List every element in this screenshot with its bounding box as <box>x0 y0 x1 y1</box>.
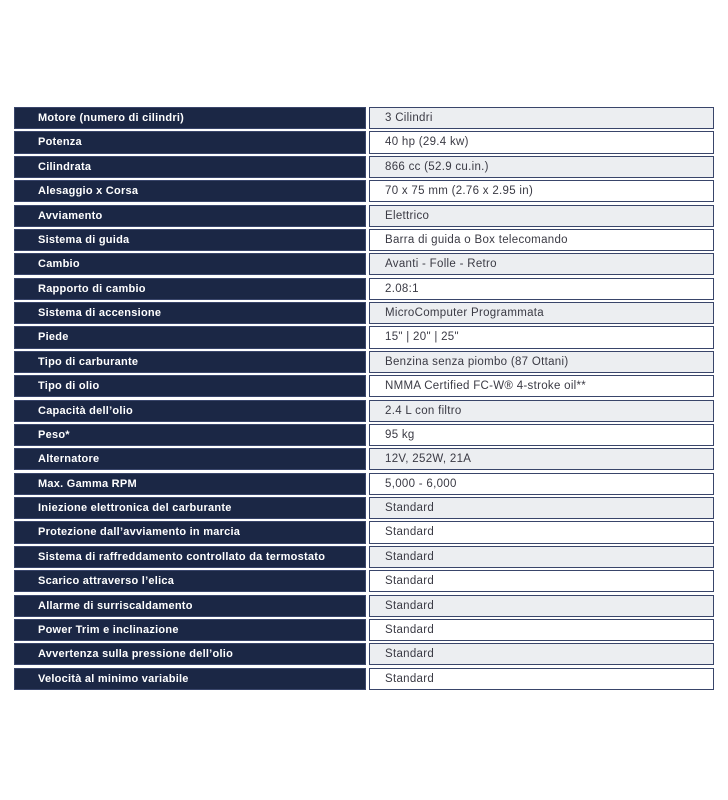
spec-value-cell: Standard <box>369 668 714 690</box>
spec-row <box>14 546 714 568</box>
specifications-table <box>14 107 714 690</box>
spec-value-cell: Elettrico <box>369 205 714 227</box>
spec-label-cell: Max. Gamma RPM <box>14 473 366 495</box>
spec-label-cell: Allarme di surriscaldamento <box>14 595 366 617</box>
spec-label-cell: Velocità al minimo variabile <box>14 668 366 690</box>
spec-row <box>14 253 714 275</box>
spec-value-cell: Standard <box>369 570 714 592</box>
spec-label-cell: Avvertenza sulla pressione dell’olio <box>14 643 366 665</box>
spec-value-cell: 12V, 252W, 21A <box>369 448 714 470</box>
spec-value-cell: 2.4 L con filtro <box>369 400 714 422</box>
spec-row <box>14 351 714 373</box>
spec-value-cell: Benzina senza piombo (87 Ottani) <box>369 351 714 373</box>
spec-label-cell: Iniezione elettronica del carburante <box>14 497 366 519</box>
spec-row <box>14 326 714 348</box>
spec-label-cell: Cambio <box>14 253 366 275</box>
spec-value-cell: 5,000 - 6,000 <box>369 473 714 495</box>
spec-label-cell: Tipo di olio <box>14 375 366 397</box>
spec-value-cell: Standard <box>369 595 714 617</box>
spec-row <box>14 619 714 641</box>
spec-value-cell: Avanti - Folle - Retro <box>369 253 714 275</box>
spec-label-cell: Sistema di raffreddamento controllato da termostato <box>14 546 366 568</box>
spec-label-cell: Sistema di accensione <box>14 302 366 324</box>
spec-label-cell: Rapporto di cambio <box>14 278 366 300</box>
spec-row <box>14 595 714 617</box>
spec-row <box>14 180 714 202</box>
spec-row <box>14 107 714 129</box>
spec-row <box>14 229 714 251</box>
spec-label-cell: Potenza <box>14 131 366 153</box>
spec-label-cell: Avviamento <box>14 205 366 227</box>
spec-row <box>14 643 714 665</box>
spec-row <box>14 570 714 592</box>
spec-label-cell: Capacità dell’olio <box>14 400 366 422</box>
spec-label-cell: Piede <box>14 326 366 348</box>
spec-label-cell: Cilindrata <box>14 156 366 178</box>
spec-row <box>14 668 714 690</box>
spec-label-cell: Protezione dall’avviamento in marcia <box>14 521 366 543</box>
spec-label-cell: Sistema di guida <box>14 229 366 251</box>
spec-value-cell: Standard <box>369 521 714 543</box>
spec-value-cell: 70 x 75 mm (2.76 x 2.95 in) <box>369 180 714 202</box>
spec-label-cell: Peso* <box>14 424 366 446</box>
spec-row <box>14 205 714 227</box>
spec-row <box>14 131 714 153</box>
spec-value-cell: Standard <box>369 619 714 641</box>
spec-label-cell: Scarico attraverso l’elica <box>14 570 366 592</box>
spec-label-cell: Alesaggio x Corsa <box>14 180 366 202</box>
spec-value-cell: Standard <box>369 546 714 568</box>
spec-row <box>14 521 714 543</box>
spec-label-cell: Motore (numero di cilindri) <box>14 107 366 129</box>
spec-value-cell: Standard <box>369 497 714 519</box>
spec-label-cell: Alternatore <box>14 448 366 470</box>
spec-value-cell: 15" | 20" | 25" <box>369 326 714 348</box>
spec-value-cell: 3 Cilindri <box>369 107 714 129</box>
spec-row <box>14 400 714 422</box>
spec-row <box>14 375 714 397</box>
spec-value-cell: Barra di guida o Box telecomando <box>369 229 714 251</box>
spec-label-cell: Tipo di carburante <box>14 351 366 373</box>
spec-row <box>14 302 714 324</box>
spec-row <box>14 424 714 446</box>
spec-row <box>14 278 714 300</box>
spec-value-cell: 866 cc (52.9 cu.in.) <box>369 156 714 178</box>
spec-value-cell: 40 hp (29.4 kw) <box>369 131 714 153</box>
spec-value-cell: Standard <box>369 643 714 665</box>
spec-label-cell: Power Trim e inclinazione <box>14 619 366 641</box>
spec-row <box>14 448 714 470</box>
spec-value-cell: NMMA Certified FC-W® 4-stroke oil** <box>369 375 714 397</box>
spec-value-cell: 95 kg <box>369 424 714 446</box>
spec-value-cell: MicroComputer Programmata <box>369 302 714 324</box>
spec-row <box>14 156 714 178</box>
spec-value-cell: 2.08:1 <box>369 278 714 300</box>
spec-row <box>14 497 714 519</box>
spec-row <box>14 473 714 495</box>
